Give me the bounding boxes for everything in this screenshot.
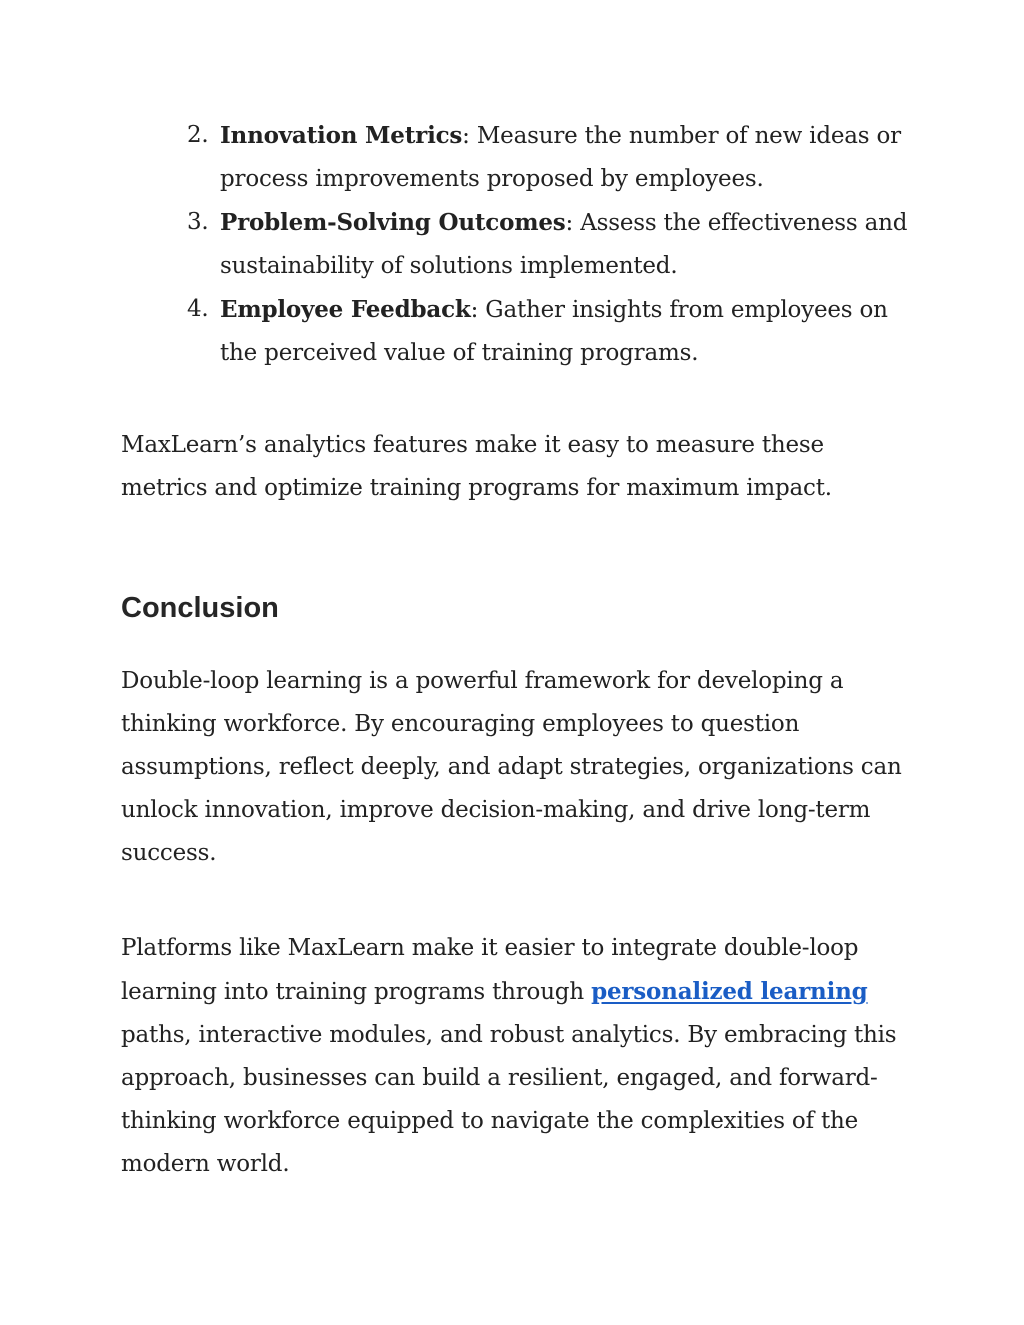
list-item-description: : Measure the number of new ideas or process improvements proposed by employees.: [220, 123, 901, 192]
metrics-list: [121, 114, 911, 375]
list-item-number: 4.: [187, 296, 209, 322]
analytics-paragraph: MaxLearn’s analytics features make it easy to measure these metrics and optimize training programs for maximum impact.: [121, 432, 832, 501]
platforms-paragraph: [121, 927, 911, 1186]
list-item-term: Innovation Metrics: [220, 122, 463, 149]
list-item: [121, 288, 911, 375]
list-item-description: : Gather insights from employees on the perceived value of training programs.: [220, 297, 888, 366]
conclusion-heading: Conclusion: [121, 592, 279, 624]
list-item-term: Employee Feedback: [220, 296, 471, 323]
list-item-number: 2.: [187, 122, 209, 148]
personalized-learning-link[interactable]: personalized learning: [591, 978, 868, 1005]
list-item-number: 3.: [187, 209, 209, 235]
list-item-description: : Assess the effectiveness and sustainability of solutions implemented.: [220, 210, 908, 279]
list-item: [121, 201, 911, 288]
platforms-text-before-link: Platforms like MaxLearn make it easier to integrate double-loop learning into training programs through: [121, 935, 859, 1005]
platforms-text-after-link: paths, interactive modules, and robust analytics. By embracing this approach, businesses can build a resilient, engaged, and forward-thinking workforce equipped to navigate the complexities of the modern world.: [121, 1022, 897, 1177]
double-loop-paragraph: Double-loop learning is a powerful framework for developing a thinking workforce. By encouraging employees to question assumptions, reflect deeply, and adapt strategies, organizations can unlock innovation, improve decision-making, and drive long-term success.: [121, 668, 902, 866]
list-item-term: Problem-Solving Outcomes: [220, 209, 566, 236]
list-item: [121, 114, 911, 201]
